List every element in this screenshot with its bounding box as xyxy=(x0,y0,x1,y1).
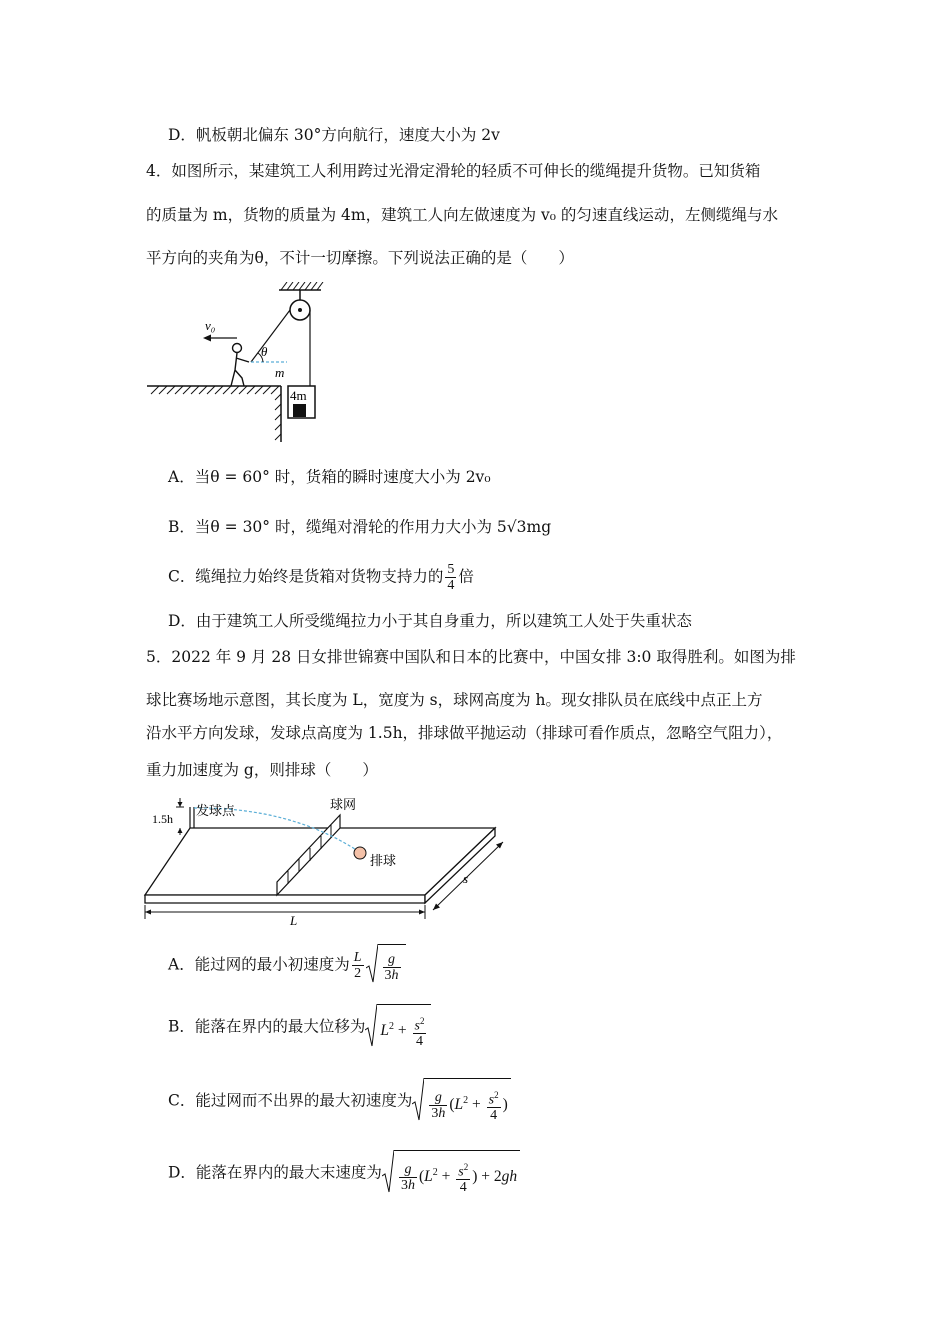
q4-option-b: B．当θ = 30° 时，缆绳对滑轮的作用力大小为 5√3mg xyxy=(168,518,552,536)
fraction-five-fourths: $\frac{5}{4}$ xyxy=(447,562,455,593)
q5-court-figure xyxy=(140,795,510,930)
sqrt-expression: $\frac{g}{3h}$ ($L^2$ + $\frac{s^2}{4}$ ) xyxy=(412,1078,510,1125)
serve-point-label: 发球点 xyxy=(196,803,236,818)
q5-stem-line-3: 沿水平方向发球，发球点高度为 1.5h，排球做平抛运动（排球可看作质点，忽略空气阻力）， xyxy=(146,724,783,742)
q5-option-d: D．能落在界内的最大末速度为 $\frac{g}{3h}$ ($L^2$ + $\frac{s^2}{4}$ ) + 2gh xyxy=(168,1150,520,1197)
q5-stem-line-1: 5．2022 年 9 月 28 日女排世锦赛中国队和日本的比赛中，中国女排 3:0 取得胜利。如图为排 xyxy=(146,648,796,666)
four-m-label: 4m xyxy=(290,388,307,403)
height-label: 1.5h xyxy=(152,812,173,826)
q4-stem-line-2: 的质量为 m，货物的质量为 4m，建筑工人向左做速度为 v₀ 的匀速直线运动，左侧缆绳与水 xyxy=(146,206,778,224)
q4-option-a: A．当θ = 60° 时，货箱的瞬时速度大小为 2v₀ xyxy=(168,468,491,486)
volleyball xyxy=(354,847,366,859)
net-label: 球网 xyxy=(330,797,357,812)
worker-icon xyxy=(231,344,249,387)
q5-option-a: A．能过网的最小初速度为 $\frac{L}{2}$ $\frac{g}{3h}$ xyxy=(168,944,406,987)
q3-option-d: D．帆板朝北偏东 30°方向航行，速度大小为 2v xyxy=(168,126,500,144)
length-label: L xyxy=(290,913,298,928)
q4-pulley-figure xyxy=(145,282,335,447)
q4-option-c: C．缆绳拉力始终是货箱对货物支持力的 $\frac{5}{4}$ 倍 xyxy=(168,562,474,593)
sqrt-expression: $L^2$ + $\frac{s^2}{4}$ xyxy=(365,1004,431,1051)
q4-stem-line-1: 4．如图所示，某建筑工人利用跨过光滑定滑轮的轻质不可伸长的缆绳提升货物。已知货箱 xyxy=(146,162,761,180)
theta-label: θ xyxy=(261,344,268,359)
q5-stem-line-2: 球比赛场地示意图，其长度为 L，宽度为 s，球网高度为 h。现女排队员在底线中点正上方 xyxy=(146,691,763,709)
m-label: m xyxy=(275,365,285,380)
q5-option-c: C．能过网而不出界的最大初速度为 $\frac{g}{3h}$ ($L^2$ + $\frac{s^2}{4}$ ) xyxy=(168,1078,511,1125)
ball-label: 排球 xyxy=(370,853,397,868)
width-label: s xyxy=(463,871,469,886)
q5-stem-line-4: 重力加速度为 g，则排球（ ） xyxy=(146,761,378,779)
q4-stem-line-3: 平方向的夹角为θ，不计一切摩擦。下列说法正确的是（ ） xyxy=(146,249,574,267)
q5-option-b: B．能落在界内的最大位移为 $L^2$ + $\frac{s^2}{4}$ xyxy=(168,1004,431,1051)
q4-option-d: D．由于建筑工人所受缆绳拉力小于其自身重力，所以建筑工人处于失重状态 xyxy=(168,612,692,630)
sqrt-expression: $\frac{g}{3h}$ xyxy=(366,944,406,987)
sqrt-expression: $\frac{g}{3h}$ ($L^2$ + $\frac{s^2}{4}$ ) + 2gh xyxy=(382,1150,520,1197)
v0-label: v₀ xyxy=(205,318,216,333)
